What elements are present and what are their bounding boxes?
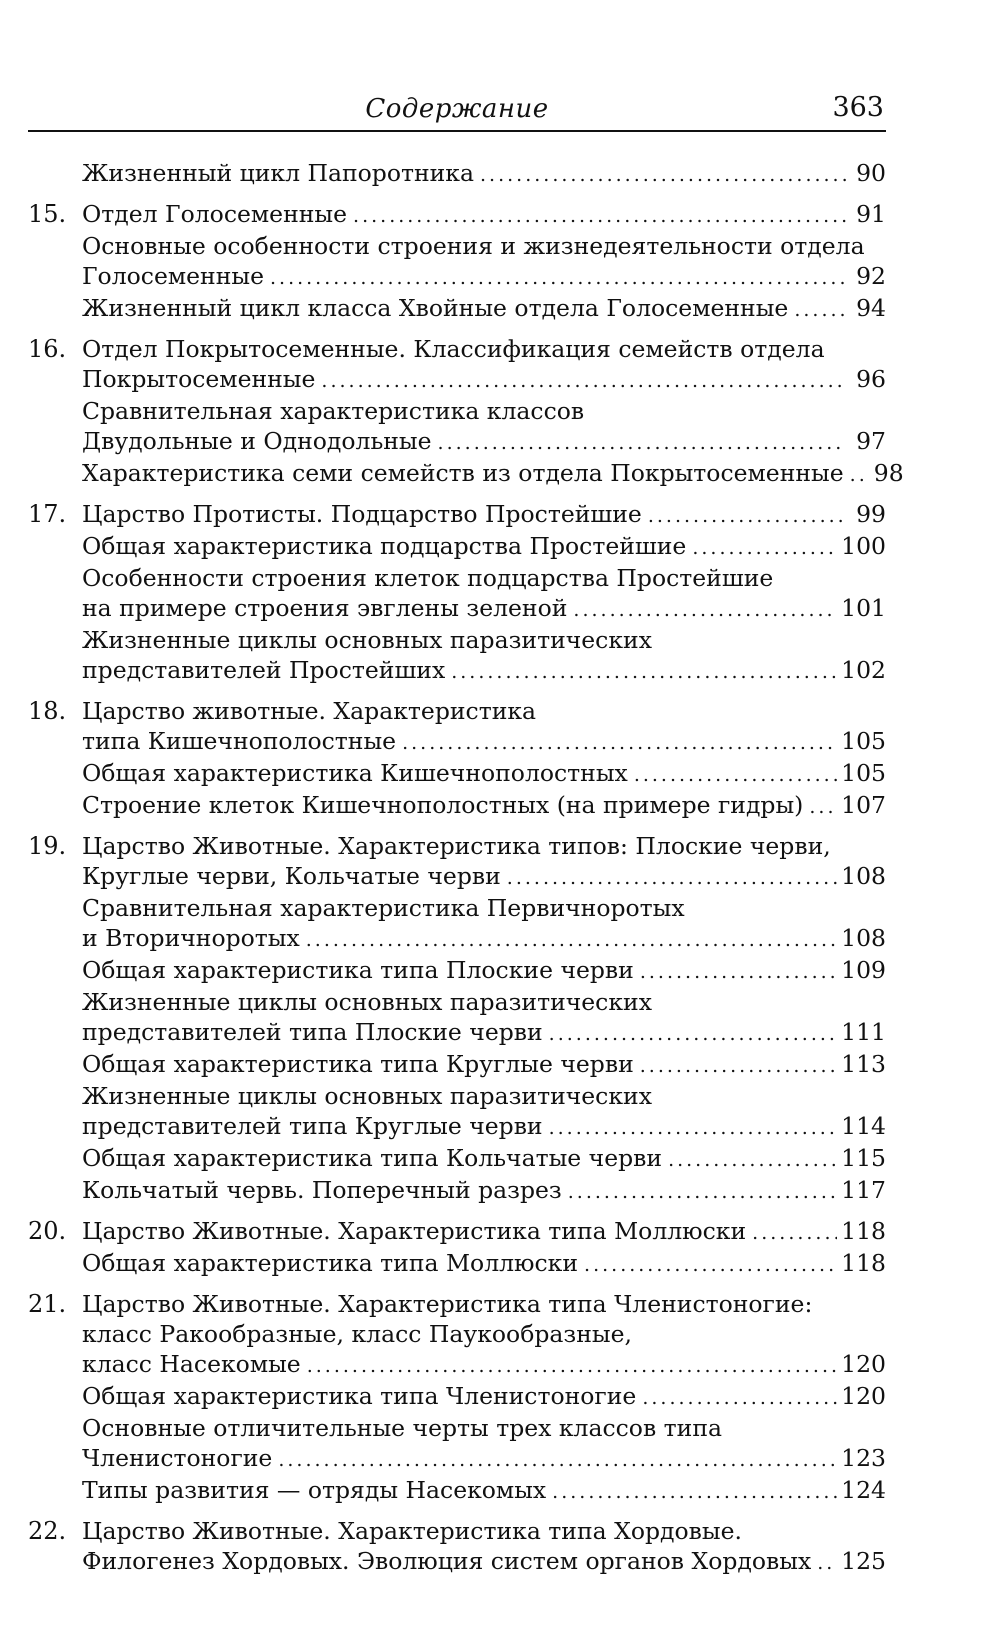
entry-page-number: 105 [841,727,886,755]
entry-last-line [82,364,886,396]
dot-leader [402,728,837,758]
entry-last-line [82,1017,886,1049]
entry-title-line: класс Насекомые [82,1350,301,1378]
entry-last-line [82,655,886,687]
entry-title-line: на примере строения эвглены зеленой [82,594,568,622]
entry-title-line: Особенности строения клеток подцарства Простейшие [82,564,774,592]
dot-leader [648,501,846,531]
toc-section [28,1216,886,1280]
section-number: 16. [28,335,67,363]
section-number: 20. [28,1217,67,1245]
entry-page-number: 107 [841,791,886,819]
section-number: 17. [28,500,67,528]
dot-leader [321,366,846,396]
toc-entry [82,158,886,190]
entry-page-number: 120 [841,1350,886,1378]
entry-last-line [82,593,886,625]
entry-title-line: Кольчатый червь. Поперечный разрез [82,1176,562,1204]
dot-leader [584,1250,837,1280]
entry-title-line: Общая характеристика типа Членистоногие [82,1382,637,1410]
entry-title-line: Общая характеристика типа Плоские черви [82,956,634,984]
entry-title-line: Сравнительная характеристика классов [82,397,585,425]
dot-leader [549,1113,838,1143]
toc-section [28,831,886,1207]
toc-entry [82,199,886,231]
toc-section [28,199,886,325]
entry-page-number: 120 [841,1382,886,1410]
entry-last-line [82,726,886,758]
toc-entry [82,1175,886,1207]
entry-page-number: 98 [873,459,904,487]
entry-page-number: 124 [841,1476,886,1504]
entry-page-number: 92 [856,262,886,290]
dot-leader [507,863,837,893]
entry-page-number: 123 [841,1444,886,1472]
entry-title-line: Сравнительная характеристика Первичноротых [82,894,685,922]
entry-page-number: 97 [856,427,886,455]
entry-last-line [82,1475,886,1507]
dot-leader [640,957,837,987]
dot-leader [794,295,846,325]
entry-last-line [82,458,904,490]
entry-last-line [82,1049,886,1081]
dot-leader [640,1051,837,1081]
entry-last-line [82,1248,886,1280]
entry-page-number: 94 [856,294,886,322]
entry-page-number: 115 [841,1144,886,1172]
entry-title-line: Жизненные циклы основных паразитических [82,626,652,654]
entry-page-number: 108 [841,862,886,890]
dot-leader [809,792,837,822]
toc-entry [82,758,886,790]
entry-title-line: Отдел Покрытосеменные. Классификация семейств отдела [82,335,825,363]
toc-entry [82,531,886,563]
entry-page-number: 113 [841,1050,886,1078]
toc-section [28,158,886,190]
dot-leader [850,460,864,490]
entry-last-line [82,861,886,893]
entry-title-line: Общая характеристика типа Круглые черви [82,1050,634,1078]
entry-title-line: представителей Простейших [82,656,446,684]
entry-last-line [82,1175,886,1207]
entry-page-number: 102 [841,656,886,684]
table-of-contents [28,158,904,1587]
toc-entry [82,1413,886,1475]
dot-leader [278,1445,837,1475]
entry-title-line: Двудольные и Однодольные [82,427,432,455]
dot-leader [549,1019,837,1049]
entry-page-number: 90 [856,159,886,187]
header-title: Содержание [365,94,549,124]
toc-entry [82,1049,886,1081]
entry-page-number: 114 [841,1112,886,1140]
entry-last-line [82,261,886,293]
entry-title-line: Царство животные. Характеристика [82,697,537,725]
entry-last-line [82,531,886,563]
dot-leader [438,428,846,458]
entry-title-line: Членистоногие [82,1444,273,1472]
entry-title-line: и Вторичноротых [82,924,300,952]
dot-leader [573,595,837,625]
dot-leader [642,1383,837,1413]
running-header [28,90,886,132]
toc-entry [82,334,886,396]
toc-section [28,1289,886,1507]
entry-last-line [82,1349,886,1381]
entry-title-line: Характеристика семи семейств из отдела Покрытосеменные [82,459,844,487]
entry-title-line: Основные отличительные черты трех классов типа [82,1414,722,1442]
entry-page-number: 125 [841,1547,886,1575]
entry-last-line [82,499,886,531]
toc-section [28,696,886,822]
entry-title-line: Круглые черви, Кольчатые черви [82,862,501,890]
entry-last-line [82,758,886,790]
dot-leader [480,160,846,190]
entry-page-number: 118 [841,1217,886,1245]
entry-title-line: Общая характеристика Кишечнополостных [82,759,628,787]
entry-page-number: 111 [841,1018,886,1046]
entry-last-line [82,1443,886,1475]
entry-page-number: 91 [856,200,886,228]
toc-entry [82,696,886,758]
entry-title-line: Жизненный цикл класса Хвойные отдела Голосеменные [82,294,789,322]
toc-entry [82,231,886,293]
entry-title-line: Жизненный цикл Папоротника [82,159,475,187]
entry-title-line: Строение клеток Кишечнополостных (на примере гидры) [82,791,804,819]
entry-last-line [82,199,886,231]
entry-last-line [82,1381,886,1413]
header-page-number: 363 [832,92,884,123]
dot-leader [634,760,837,790]
toc-entry [82,396,886,458]
dot-leader [353,201,846,231]
entry-page-number: 100 [841,532,886,560]
entry-page-number: 118 [841,1249,886,1277]
section-number: 22. [28,1517,67,1545]
entry-title-line: Филогенез Хордовых. Эволюция систем органов Хордовых [82,1547,812,1575]
entry-title-line: представителей типа Круглые черви [82,1112,543,1140]
entry-last-line [82,1216,886,1248]
entry-page-number: 105 [841,759,886,787]
dot-leader [307,1351,837,1381]
entry-last-line [82,790,886,822]
toc-entry [82,1475,886,1507]
entry-title-line: Отдел Голосеменные [82,200,348,228]
toc-entry [82,1248,886,1280]
toc-entry [82,893,886,955]
toc-section [28,1516,886,1578]
entry-title-line: типа Кишечнополостные [82,727,397,755]
toc-entry [82,563,886,625]
toc-entry [82,831,886,893]
dot-leader [692,533,837,563]
entry-title-line: Царство Животные. Характеристика типа Членистоногие: [82,1290,813,1318]
entry-title-line: класс Ракообразные, класс Паукообразные, [82,1320,632,1348]
entry-last-line [82,293,886,325]
toc-entry [82,1516,886,1578]
dot-leader [552,1477,837,1507]
entry-title-line: Жизненные циклы основных паразитических [82,1082,652,1110]
entry-title-line: Царство Животные. Характеристика типа Моллюски [82,1217,747,1245]
dot-leader [668,1145,837,1175]
section-number: 18. [28,697,67,725]
toc-entry [82,293,886,325]
entry-page-number: 96 [856,365,886,393]
toc-entry [82,1081,886,1143]
toc-section [28,499,886,687]
entry-title-line: Общая характеристика типа Кольчатые черви [82,1144,663,1172]
toc-entry [82,1381,886,1413]
toc-entry [82,790,886,822]
toc-entry [82,955,886,987]
entry-page-number: 99 [856,500,886,528]
toc-section [28,334,904,490]
entry-page-number: 101 [841,594,886,622]
section-number: 15. [28,200,67,228]
toc-entry [82,625,886,687]
entry-title-line: представителей типа Плоские черви [82,1018,543,1046]
toc-entry [82,458,904,490]
entry-title-line: Типы развития — отряды Насекомых [82,1476,547,1504]
dot-leader [817,1548,837,1578]
toc-entry [82,499,886,531]
entry-last-line [82,158,886,190]
dot-leader [568,1177,837,1207]
dot-leader [752,1218,837,1248]
entry-last-line [82,1143,886,1175]
entry-title-line: Покрытосеменные [82,365,316,393]
entry-title-line: Царство Животные. Характеристика типов: Плоские черви, [82,832,831,860]
toc-entry [82,1289,886,1381]
section-number: 21. [28,1290,67,1318]
entry-page-number: 108 [841,924,886,952]
entry-last-line [82,1111,886,1143]
toc-entry [82,987,886,1049]
entry-title-line: Жизненные циклы основных паразитических [82,988,652,1016]
entry-title-line: Голосеменные [82,262,264,290]
dot-leader [306,925,837,955]
entry-title-line: Общая характеристика подцарства Простейшие [82,532,687,560]
entry-page-number: 109 [841,956,886,984]
entry-page-number: 117 [841,1176,886,1204]
dot-leader [270,263,846,293]
entry-last-line [82,426,886,458]
entry-last-line [82,955,886,987]
toc-entry [82,1216,886,1248]
entry-title-line: Царство Протисты. Подцарство Простейшие [82,500,642,528]
entry-last-line [82,923,886,955]
section-number: 19. [28,832,67,860]
entry-title-line: Основные особенности строения и жизнедеятельности отдела [82,232,865,260]
entry-title-line: Общая характеристика типа Моллюски [82,1249,579,1277]
entry-last-line [82,1546,886,1578]
dot-leader [451,657,837,687]
entry-title-line: Царство Животные. Характеристика типа Хордовые. [82,1517,742,1545]
toc-entry [82,1143,886,1175]
